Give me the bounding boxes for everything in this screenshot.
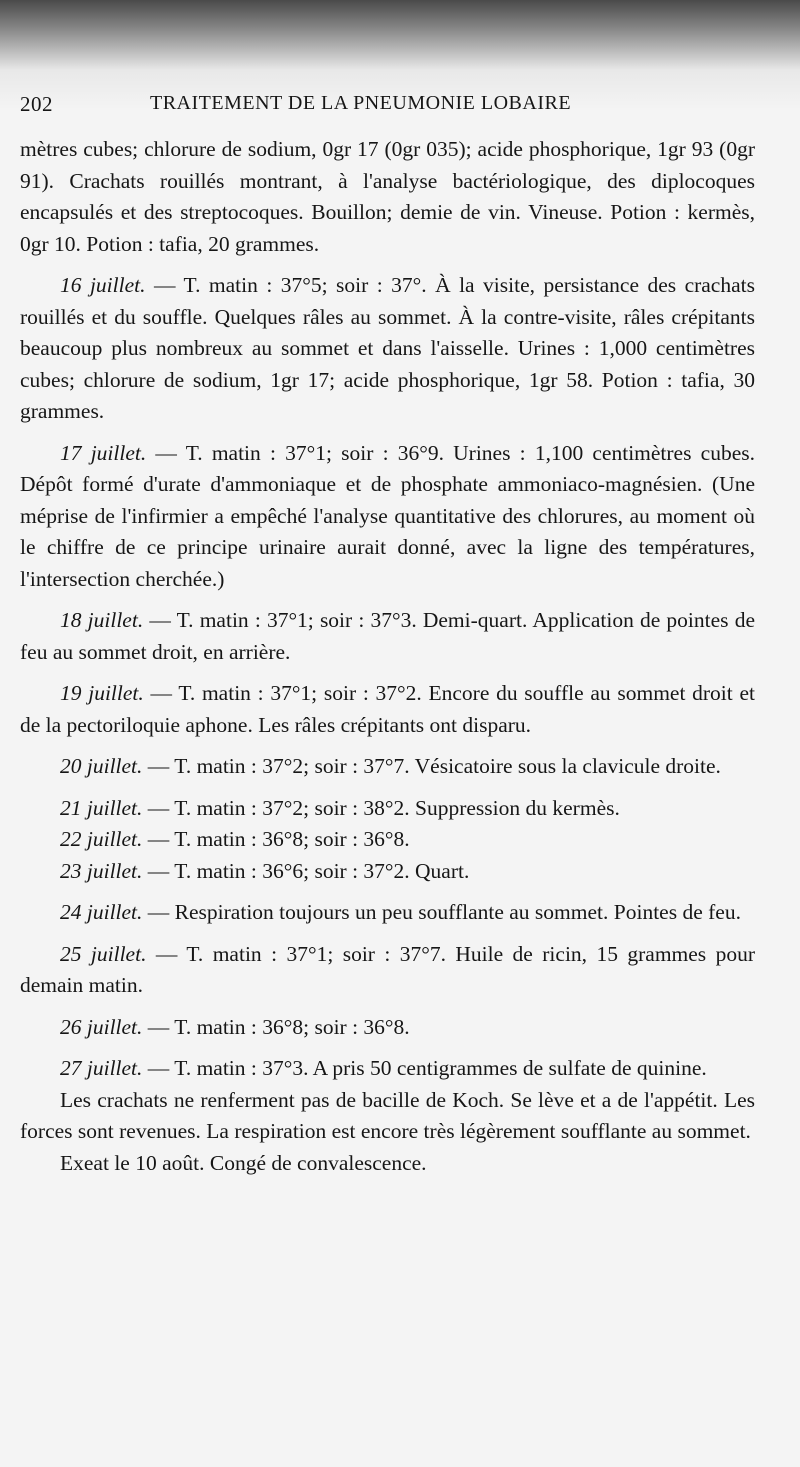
entry-date: 24 juillet. (60, 900, 143, 924)
page-header (20, 92, 755, 124)
entry-text: — T. matin : 37°3. A pris 50 centigrammes de sulfate de quinine. (142, 1056, 707, 1080)
entry-text: — T. matin : 37°1; soir : 36°9. Urines : 1,100 centimètres cubes. Dépôt formé d'urate d'ammoniaque et de phosphate ammoniaco-magnésien. (Une méprise de l'infirmier a empêché l'analyse quantitative des chlorures, au moment où le chiffre de ce principe urinaire aurait donné, avec la ligne des températures, l'intersection cherchée.) (20, 440, 755, 591)
entry-text: — T. matin : 37°1; soir : 37°3. Demi-quart. Application de pointes de feu au sommet droit, en arrière. (20, 608, 755, 664)
entry-date: 22 juillet. (60, 827, 143, 851)
paragraph-exeat: Exeat le 10 août. Congé de convalescence. (60, 1150, 427, 1175)
entry-date: 16 juillet. (60, 273, 146, 297)
entry-date: 27 juillet. (60, 1056, 143, 1080)
entry-25-juillet (20, 939, 755, 1002)
entry-21-juillet (20, 793, 755, 825)
entry-22-juillet (20, 824, 755, 856)
entry-18-juillet (20, 605, 755, 668)
entry-date: 26 juillet. (60, 1014, 143, 1039)
entry-text: — T. matin : 37°1; soir : 37°2. Encore du souffle au sommet droit et de la pectoriloquie aphone. Les râles crépitants ont disparu. (20, 681, 755, 737)
entry-date: 18 juillet. (60, 608, 144, 632)
entry-date: 19 juillet. (60, 681, 144, 705)
entry-text: — T. matin : 37°2; soir : 37°7. Vésicatoire sous la clavicule droite. (142, 754, 721, 778)
entry-text: — T. matin : 36°8; soir : 36°8. (142, 827, 410, 851)
paragraph-continuation: mètres cubes; chlorure de sodium, 0gr 17 (0gr 035); acide phosphorique, 1gr 93 (0gr 91). Crachats rouillés montrant, à l'analyse bactériologique, des diplocoques encapsulés et des streptocoques. Bouillon; demie de vin. Vineuse. Potion : kermès, 0gr 10. Potion : tafia, 20 grammes. (20, 137, 755, 256)
entry-27-juillet (20, 1053, 755, 1085)
entry-26-juillet (20, 1012, 755, 1044)
entry-date: 21 juillet. (60, 795, 143, 820)
entry-text: — T. matin : 37°5; soir : 37°. À la visite, persistance des crachats rouillés et du souffle. Quelques râles au sommet. À la contre-visite, râles crépitants beaucoup plus nombreux au sommet et dans l'aisselle. Urines : 1,000 centimètres cubes; chlorure de sodium, 1gr 17; acide phosphorique, 1gr 58. Potion : tafia, 30 grammes. (20, 273, 755, 423)
entry-16-juillet (20, 270, 755, 428)
paragraph-conclusion: Les crachats ne renferment pas de bacille de Koch. Se lève et a de l'appétit. Les forces sont revenues. La respiration est encore très légèrement soufflante au sommet. (20, 1087, 755, 1143)
entry-19-juillet (20, 678, 755, 741)
entry-text: — T. matin : 37°2; soir : 38°2. Suppression du kermès. (142, 795, 620, 820)
entry-date: 20 juillet. (60, 754, 143, 778)
entry-23-juillet (20, 856, 755, 888)
entry-20-juillet (20, 751, 755, 783)
entry-date: 23 juillet. (60, 858, 143, 883)
entry-text: — T. matin : 36°6; soir : 37°2. Quart. (142, 858, 470, 883)
entry-text: — T. matin : 36°8; soir : 36°8. (142, 1014, 410, 1039)
running-title: TRAITEMENT DE LA PNEUMONIE LOBAIRE (150, 92, 572, 114)
entry-date: 25 juillet. (60, 941, 147, 966)
entry-text: — T. matin : 37°1; soir : 37°7. Huile de ricin, 15 grammes pour demain matin. (20, 941, 755, 997)
entry-17-juillet (20, 438, 755, 596)
entry-text: — Respiration toujours un peu soufflante au sommet. Pointes de feu. (142, 900, 741, 924)
entry-date: 17 juillet. (60, 440, 147, 465)
page-number: 202 (20, 92, 53, 116)
body-text (20, 134, 755, 1179)
entry-24-juillet (20, 897, 755, 929)
